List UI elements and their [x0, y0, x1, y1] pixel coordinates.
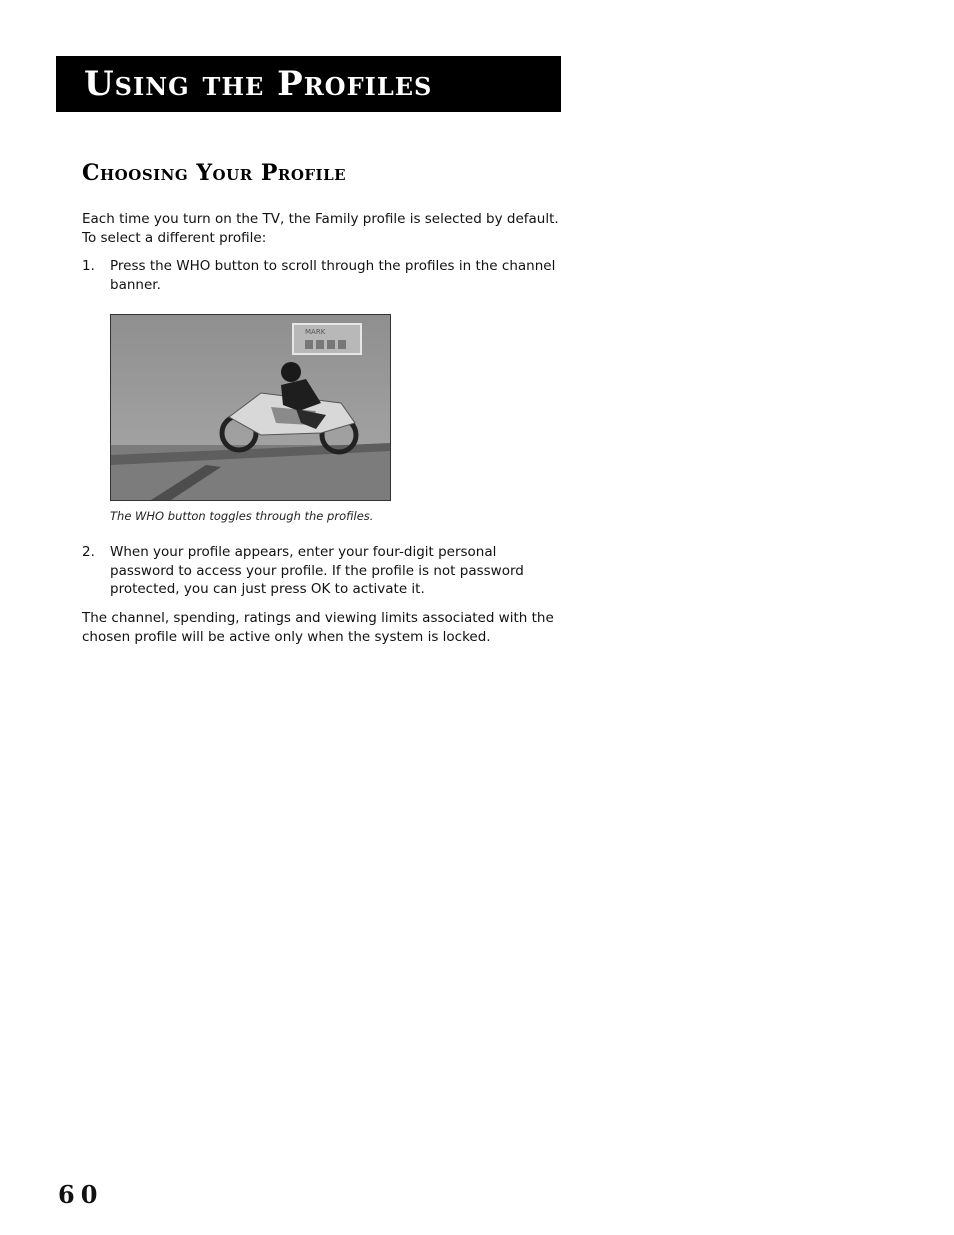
password-box [305, 340, 313, 349]
step-text: When your profile appears, enter your four-digit personal password to access your profile. If the profile is not password protected, you can just press OK to activate it. [110, 544, 524, 597]
motorcycle-photo [111, 315, 390, 500]
tv-screen-figure [110, 314, 391, 501]
channel-banner [293, 324, 361, 354]
intro-paragraph: Each time you turn on the TV, the Family profile is selected by default. To select a different profile: [82, 211, 559, 246]
page-title: Using the Profiles [84, 64, 433, 104]
password-box [327, 340, 335, 349]
banner-profile-name: MARK [305, 328, 326, 336]
page-number: 60 [58, 1180, 104, 1209]
step-item [82, 257, 562, 294]
figure-caption: The WHO button toggles through the profiles. [110, 509, 374, 523]
section-heading: Choosing Your Profile [82, 160, 347, 186]
password-box [338, 340, 346, 349]
closing-paragraph: The channel, spending, ratings and viewing limits associated with the chosen profile will be active only when the system is locked. [82, 610, 554, 645]
title-bar [56, 56, 561, 112]
step-number: 2. [82, 544, 95, 560]
step-text: Press the WHO button to scroll through the profiles in the channel banner. [110, 258, 556, 293]
password-box [316, 340, 324, 349]
step-item [82, 543, 562, 599]
step-number: 1. [82, 258, 95, 274]
